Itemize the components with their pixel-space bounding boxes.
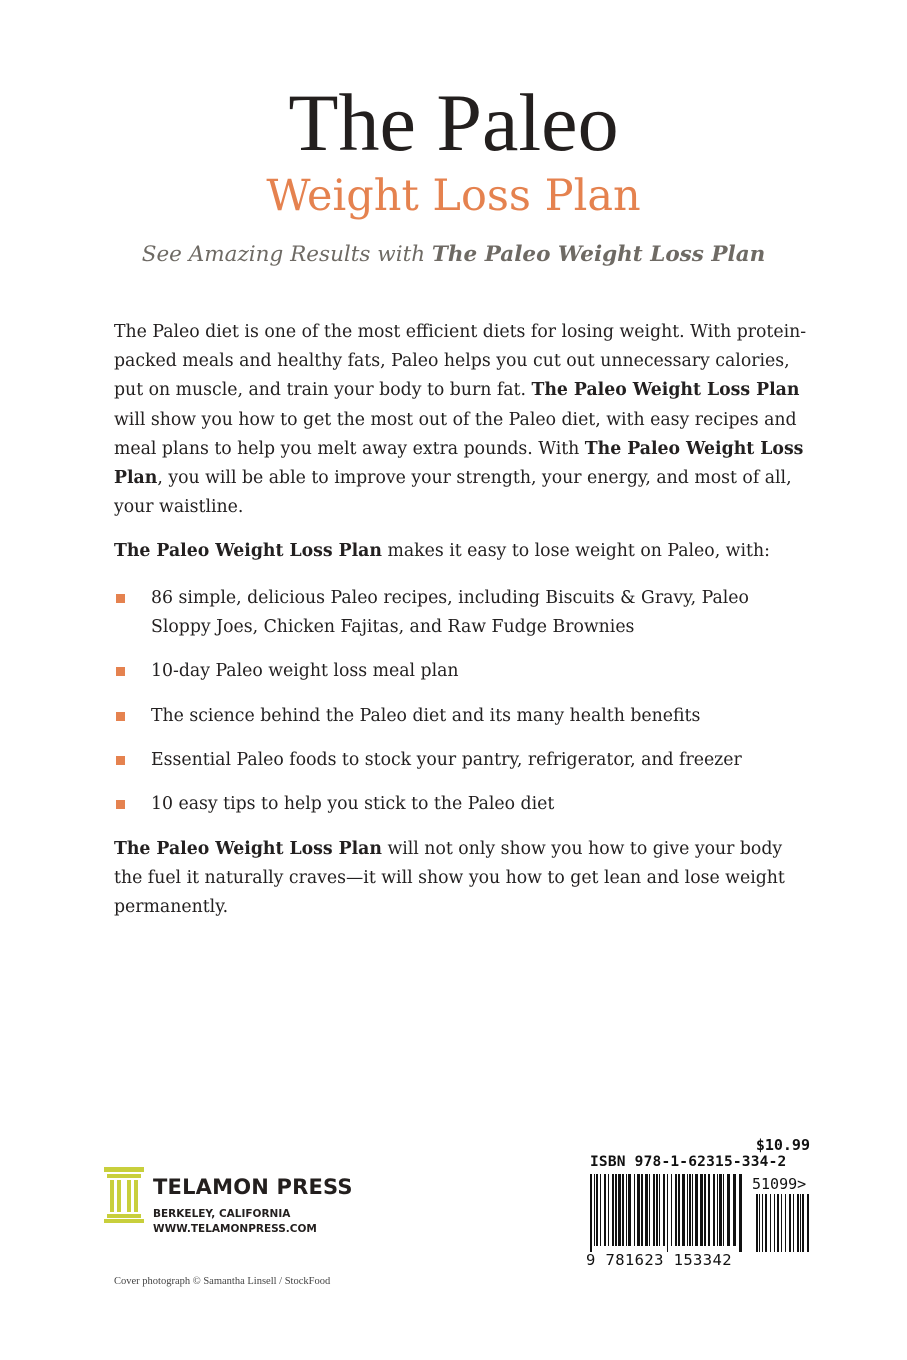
barcode-bar bbox=[596, 1174, 598, 1246]
barcode-bar bbox=[695, 1174, 698, 1246]
barcode-bar bbox=[682, 1174, 685, 1246]
photo-credit: Cover photograph © Samantha Linsell / StockFood bbox=[114, 1276, 331, 1287]
barcode-bar bbox=[733, 1174, 736, 1246]
barcode-bar bbox=[637, 1174, 640, 1246]
ean-digits: 9 781623 153342 bbox=[586, 1251, 732, 1269]
feature-list bbox=[114, 584, 814, 834]
barcode-bar bbox=[628, 1174, 631, 1246]
pillar-icon bbox=[104, 1167, 144, 1223]
barcode-bar bbox=[608, 1174, 609, 1246]
publisher-name: TELAMON PRESS bbox=[153, 1175, 353, 1199]
barcode-bar bbox=[600, 1174, 601, 1246]
bullet-square-icon bbox=[116, 667, 125, 676]
barcode-bar bbox=[622, 1174, 624, 1246]
barcode-bar bbox=[800, 1194, 801, 1252]
isbn-label: ISBN 978-1-62315-334-2 bbox=[590, 1154, 787, 1170]
bullet-square-icon bbox=[116, 712, 125, 721]
barcode-bar bbox=[756, 1194, 758, 1252]
barcode-bar bbox=[759, 1194, 760, 1252]
list-item: 10-day Paleo weight loss meal plan bbox=[114, 657, 814, 686]
barcode-bar bbox=[723, 1174, 724, 1246]
barcode-bar bbox=[641, 1174, 643, 1246]
barcode-bar bbox=[594, 1174, 595, 1246]
list-item: Essential Paleo foods to stock your pantry, refrigerator, and freezer bbox=[114, 746, 814, 775]
publisher-url: WWW.TELAMONPRESS.COM bbox=[153, 1223, 317, 1235]
barcode-bar bbox=[612, 1174, 614, 1246]
barcode-bar bbox=[634, 1174, 635, 1246]
intro-paragraph: The Paleo diet is one of the most efficient diets for losing weight. With protein-packed meals and healthy fats, Paleo helps you cut out unnecessary calories, put on muscle, and train your body to burn fat. The Paleo Weight Loss Plan will show you how to get the most out of the Paleo diet, with easy recipes and meal plans to help you melt away extra pounds. With The Paleo Weight Loss Plan, you will be able to improve your strength, your energy, and most of all, your waistline. bbox=[114, 322, 807, 518]
barcode-bar bbox=[789, 1194, 791, 1252]
barcode-bar bbox=[807, 1194, 809, 1252]
barcode-bar bbox=[649, 1174, 650, 1246]
barcode-bar bbox=[615, 1174, 617, 1246]
tagline bbox=[0, 238, 907, 272]
barcode-bar bbox=[719, 1174, 722, 1246]
barcode-bar bbox=[727, 1174, 730, 1246]
barcode-bar bbox=[704, 1174, 706, 1246]
list-item: 10 easy tips to help you stick to the Paleo diet bbox=[114, 790, 814, 819]
barcode-bar bbox=[793, 1194, 794, 1252]
subtitle: Weight Loss Plan bbox=[266, 171, 641, 221]
barcode-bar bbox=[687, 1174, 688, 1246]
barcode-bar bbox=[675, 1174, 677, 1246]
barcode-bar bbox=[659, 1174, 660, 1246]
barcode-bar bbox=[626, 1174, 627, 1246]
barcode-bar bbox=[802, 1194, 804, 1252]
barcode-bar bbox=[689, 1174, 691, 1246]
barcode-bar bbox=[604, 1174, 606, 1246]
bullet-square-icon bbox=[116, 594, 125, 603]
barcode-bar bbox=[713, 1174, 715, 1246]
tagline-book-title: The Paleo Weight Loss Plan bbox=[431, 242, 766, 267]
lead-in-paragraph: The Paleo Weight Loss Plan makes it easy to lose weight on Paleo, with: bbox=[114, 541, 770, 561]
barcode-bar bbox=[653, 1174, 655, 1246]
barcode-bar bbox=[781, 1194, 782, 1252]
barcode-bar bbox=[770, 1194, 771, 1252]
tagline-prefix: See Amazing Results with bbox=[141, 242, 432, 267]
list-item: 86 simple, delicious Paleo recipes, including Biscuits & Gravy, Paleo Sloppy Joes, Chicken Fajitas, and Raw Fudge Brownies bbox=[114, 584, 814, 642]
barcode-bar bbox=[797, 1194, 799, 1252]
closing-paragraph: The Paleo Weight Loss Plan will not only show you how to give your body the fuel it naturally craves—it will show you how to get lean and lose weight permanently. bbox=[114, 839, 785, 918]
barcode-bar bbox=[777, 1194, 779, 1252]
title: The Paleo bbox=[288, 77, 619, 168]
bullet-square-icon bbox=[116, 800, 125, 809]
barcode-bar bbox=[678, 1174, 680, 1246]
barcode-block bbox=[584, 1136, 820, 1274]
barcode-bar bbox=[739, 1174, 742, 1252]
barcode-bar bbox=[618, 1174, 621, 1246]
price-label: $10.99 bbox=[755, 1136, 810, 1154]
barcode-bar bbox=[717, 1174, 718, 1246]
barcode-bar bbox=[785, 1194, 786, 1252]
list-item: The science behind the Paleo diet and its many health benefits bbox=[114, 702, 814, 731]
barcode-bar bbox=[656, 1174, 658, 1246]
barcode-bar bbox=[667, 1174, 668, 1252]
publisher-city: BERKELEY, CALIFORNIA bbox=[153, 1208, 291, 1220]
barcode-bar bbox=[708, 1174, 710, 1246]
publisher-block bbox=[104, 1167, 404, 1239]
barcode-bar bbox=[692, 1174, 693, 1246]
barcode-bar bbox=[645, 1174, 648, 1246]
bullet-square-icon bbox=[116, 756, 125, 765]
barcode-bar bbox=[700, 1174, 703, 1246]
barcode-bar bbox=[590, 1174, 592, 1252]
barcode-bar bbox=[762, 1194, 763, 1252]
barcode-bar bbox=[765, 1194, 767, 1252]
addon-code: 51099> bbox=[752, 1175, 807, 1193]
barcode-bar bbox=[663, 1174, 665, 1246]
barcode-bar bbox=[774, 1194, 775, 1252]
barcode-bar bbox=[671, 1174, 672, 1246]
